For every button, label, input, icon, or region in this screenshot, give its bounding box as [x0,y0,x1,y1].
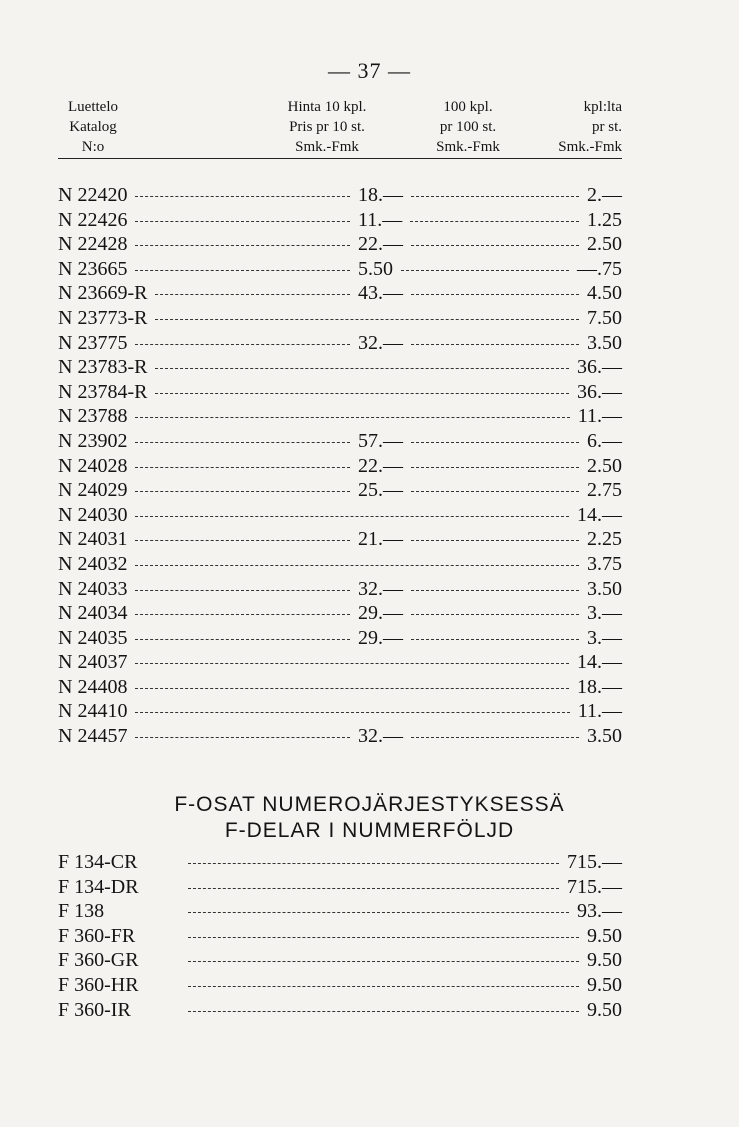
catalog-number: N 23665 [58,257,128,280]
price-per-piece: 3.75 [587,552,622,575]
price-per-10: 25.— [358,479,403,502]
table-row [58,973,622,998]
leader-dashes [155,393,569,394]
leader-dashes [411,639,579,640]
header-catalog-column [58,97,128,157]
catalog-number: N 23773-R [58,306,148,329]
price-per-piece: 11.— [577,405,622,428]
price-per-10: 43.— [358,282,403,305]
price-per-piece: 2.25 [587,528,622,551]
table-row [58,552,622,577]
table-row [58,699,622,724]
price-per-piece: —.75 [577,257,622,280]
table-row [58,281,622,306]
header-line: pr 100 st. [439,119,497,135]
price-per-piece: 2.— [587,184,622,206]
leader-dashes [401,270,569,271]
header-price-10-column [262,97,392,157]
header-line: Katalog [69,119,117,135]
table-row [58,429,622,454]
table-row [58,404,622,429]
table-row [58,183,622,208]
leader-dashes [188,888,559,889]
catalog-number: N 23775 [58,331,128,354]
catalog-number: F 360-HR [58,973,139,996]
leader-dashes [410,221,579,222]
table-row [58,948,622,973]
table-row [58,380,622,405]
leader-dashes [188,912,569,913]
leader-dashes [135,737,350,738]
catalog-number: N 24408 [58,675,128,698]
leader-dashes [411,540,579,541]
f-parts-table [58,850,622,1022]
price-per-piece: 2.50 [587,233,622,256]
price-per-piece: 1.25 [587,208,622,231]
price-per-piece: 14.— [577,503,622,526]
table-row [58,924,622,949]
leader-dashes [135,491,350,492]
leader-dashes [155,368,569,369]
table-row [58,478,622,503]
header-price-100-column [418,97,518,157]
price-per-piece: 6.— [587,429,622,452]
header-line: Smk.-Fmk [436,139,500,155]
price-per-piece: 2.50 [587,454,622,477]
price-per-10: 29.— [358,602,403,625]
catalog-number: F 134-DR [58,875,139,898]
price-per-10: 11.— [358,208,403,231]
leader-dashes [135,221,350,222]
table-row [58,306,622,331]
leader-dashes [188,937,579,938]
price-per-piece: 4.50 [587,282,622,305]
leader-dashes [135,688,569,689]
header-rule [58,158,622,159]
leader-dashes [155,319,579,320]
table-row [58,850,622,875]
catalog-number: N 23902 [58,429,128,452]
leader-dashes [411,467,579,468]
leader-dashes [188,986,579,987]
header-line: Hinta 10 kpl. [287,99,367,115]
leader-dashes [135,270,350,271]
leader-dashes [411,737,579,738]
price-per-piece: 3.50 [587,725,622,748]
leader-dashes [135,712,570,713]
section-title-swedish: F-DELAR I NUMMERFÖLJD [224,819,515,842]
price-per-piece: 9.50 [587,998,622,1021]
leader-dashes [135,344,350,345]
price-per-piece: 18.— [577,675,622,698]
price-per-10: 21.— [358,528,403,551]
leader-dashes [135,516,569,517]
catalog-number: F 138 [58,900,105,923]
catalog-number: N 23788 [58,405,128,428]
leader-dashes [411,590,579,591]
table-row [58,577,622,602]
catalog-number: N 24034 [58,602,128,625]
price-per-piece: 36.— [577,356,622,379]
leader-dashes [135,565,579,566]
price-per-piece: 3.— [587,626,622,649]
price-per-piece: 3.— [587,602,622,625]
price-per-piece: 93.— [577,900,622,923]
price-per-10: 32.— [358,577,403,600]
table-row [58,454,622,479]
price-per-piece: 11.— [577,700,622,723]
catalog-number: N 23669-R [58,282,148,305]
catalog-number: N 24032 [58,552,128,575]
price-per-10: 22.— [358,454,403,477]
leader-dashes [188,1011,579,1012]
price-per-10: 57.— [358,429,403,452]
leader-dashes [155,294,350,295]
header-line: pr st. [592,119,622,135]
price-per-piece: 14.— [577,651,622,674]
catalog-number: F 360-GR [58,949,139,972]
catalog-number: N 24035 [58,626,128,649]
price-per-piece: 7.50 [587,306,622,329]
price-list-table [58,183,622,749]
leader-dashes [135,196,350,197]
table-row [58,875,622,900]
table-row [58,675,622,700]
table-row [58,601,622,626]
table-row [58,724,622,749]
catalog-number: N 22420 [58,184,128,206]
catalog-number: N 24031 [58,528,128,551]
price-per-piece: 3.50 [587,331,622,354]
price-per-10: 32.— [358,331,403,354]
table-row [58,257,622,282]
catalog-number: N 24028 [58,454,128,477]
catalog-number: N 24029 [58,479,128,502]
header-line: 100 kpl. [443,99,493,115]
price-per-piece: 2.75 [587,479,622,502]
leader-dashes [411,196,579,197]
leader-dashes [135,639,350,640]
leader-dashes [411,491,579,492]
header-line: Smk.-Fmk [295,139,359,155]
catalog-number: N 22426 [58,208,128,231]
catalog-number: N 22428 [58,233,128,256]
header-line: Pris pr 10 st. [289,119,365,135]
header-line: N:o [81,139,105,155]
leader-dashes [135,467,350,468]
price-per-10: 5.50 [358,257,393,280]
price-per-piece: 9.50 [587,924,622,947]
leader-dashes [411,245,579,246]
table-row [58,355,622,380]
price-per-10: 22.— [358,233,403,256]
table-row [58,503,622,528]
leader-dashes [188,961,579,962]
table-row [58,232,622,257]
leader-dashes [188,863,559,864]
table-row [58,998,622,1023]
leader-dashes [135,663,569,664]
price-per-piece: 715.— [567,875,622,898]
price-per-piece: 3.50 [587,577,622,600]
leader-dashes [135,540,350,541]
leader-dashes [411,294,579,295]
header-line: Smk.-Fmk [558,139,622,155]
price-per-10: 18.— [358,184,403,206]
price-per-10: 32.— [358,725,403,748]
leader-dashes [411,344,579,345]
leader-dashes [135,245,350,246]
leader-dashes [135,590,350,591]
price-per-piece: 36.— [577,380,622,403]
section-title-finnish: F-OSAT NUMEROJÄRJESTYKSESSÄ [174,793,565,816]
catalog-number: F 360-IR [58,998,131,1021]
catalog-number: N 23783-R [58,356,148,379]
leader-dashes [411,614,579,615]
catalog-number: F 134-CR [58,851,138,873]
table-row [58,527,622,552]
catalog-number: N 24037 [58,651,128,674]
header-line: Luettelo [68,99,118,115]
price-per-piece: 9.50 [587,949,622,972]
table-row [58,331,622,356]
leader-dashes [135,417,570,418]
table-row [58,208,622,233]
catalog-number: N 24030 [58,503,128,526]
catalog-number: N 24457 [58,725,128,748]
leader-dashes [135,442,350,443]
table-row [58,650,622,675]
page-number: — 37 — [328,58,411,83]
table-row [58,899,622,924]
catalog-number: F 360-FR [58,924,136,947]
leader-dashes [135,614,350,615]
catalog-number: N 23784-R [58,380,148,403]
price-per-piece: 715.— [567,851,622,873]
header-price-each-column [522,97,622,157]
table-row [58,626,622,651]
header-line: kpl:lta [583,99,622,115]
price-per-piece: 9.50 [587,973,622,996]
leader-dashes [411,442,579,443]
catalog-number: N 24033 [58,577,128,600]
catalog-number: N 24410 [58,700,128,723]
price-per-10: 29.— [358,626,403,649]
